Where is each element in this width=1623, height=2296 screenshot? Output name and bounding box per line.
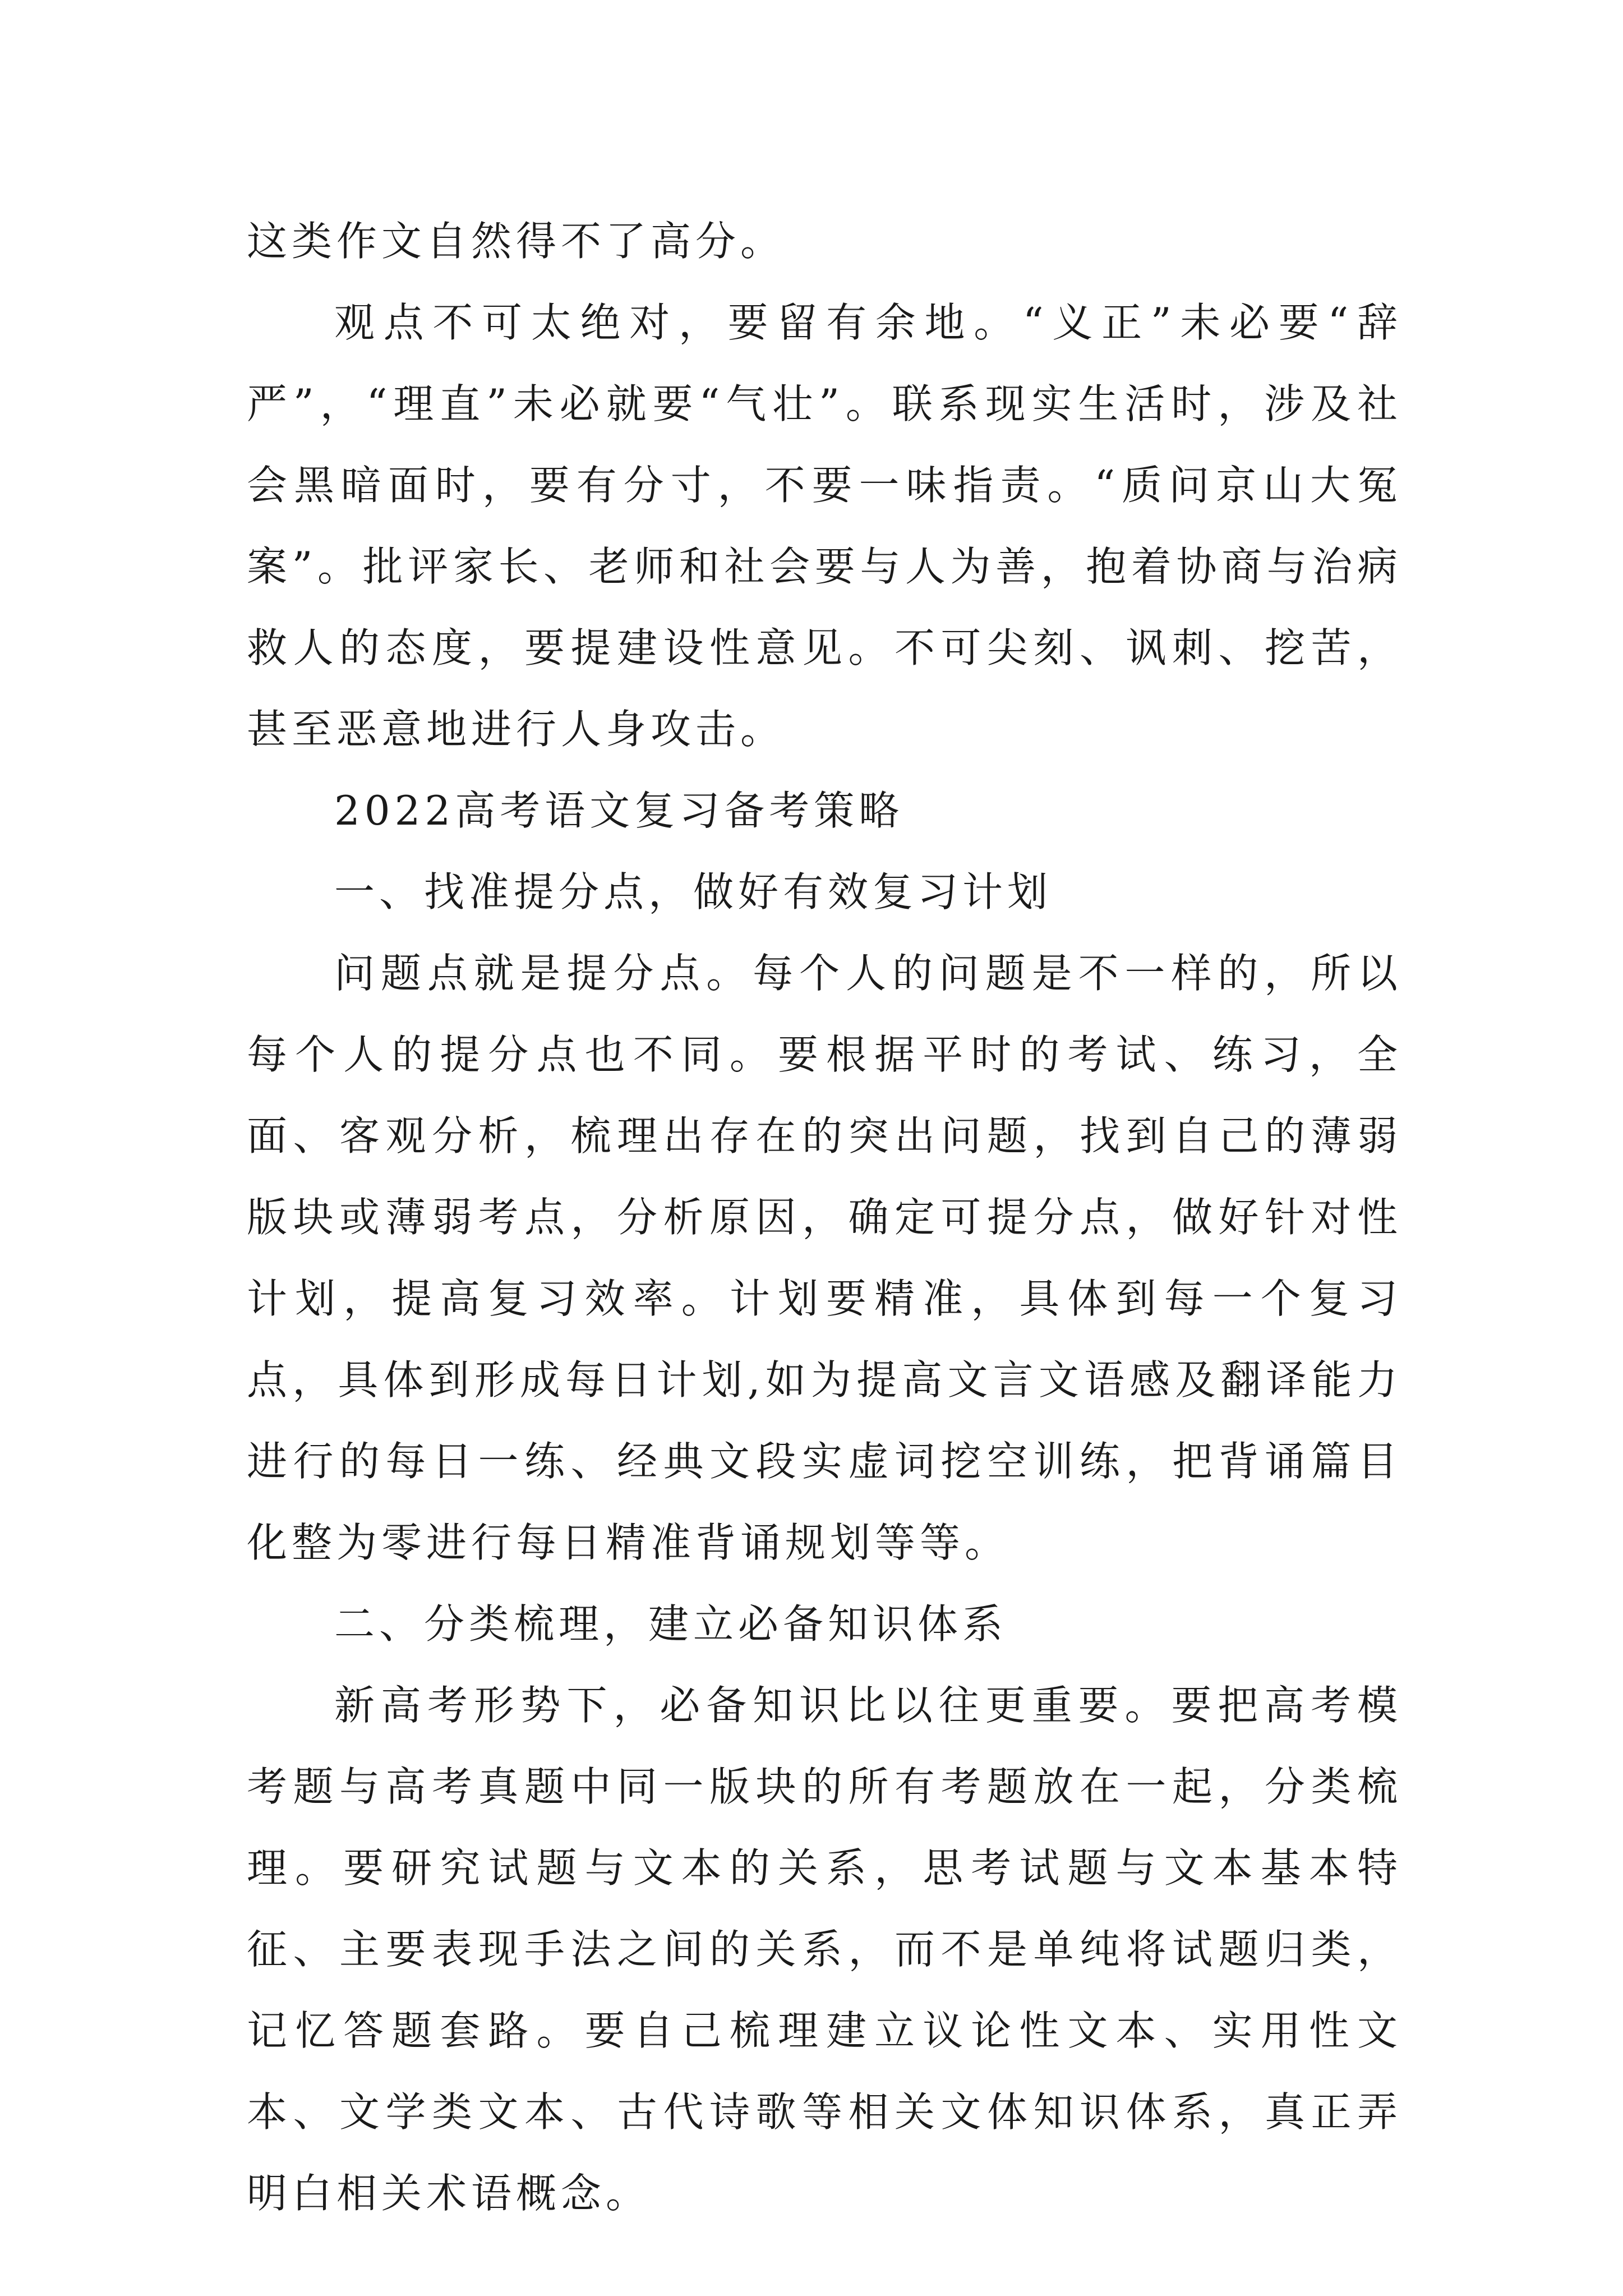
heading-two: 二、分类梳理，建立必备知识体系 xyxy=(334,1600,1008,1648)
section-title: 2022高考语文复习备考策略 xyxy=(334,787,904,834)
paragraph-continuation: 这类作文自然得不了高分。 xyxy=(247,218,786,265)
paragraph-knowledge: 新高考形势下，必备知识比以往更重要。要把高考模考题与高考真题中同一版块的所有考题放在一起，分类梳理。要研究试题与文本的关系，思考试题与文本基本特征、主要表现手法之间的关系，而不是单纯将试题归类，记忆答题套路。要自己梳理建立议论性文本、实用性文本、文学类文本、古代诗歌等相关文体知识体系，真正弄明白相关术语概念。 xyxy=(247,1682,1402,2217)
paragraph-viewpoint: 观点不可太绝对，要留有余地。“义正”未必要“辞严”，“理直”未必就要“气壮”。联系现实生活时，涉及社会黑暗面时，要有分寸，不要一味指责。“质问京山大冤案”。批评家长、老师和社会要与人为善，抱着协商与治病救人的态度，要提建设性意见。不可尖刻、讽刺、挖苦，甚至恶意地进行人身攻击。 xyxy=(247,299,1402,753)
body-text xyxy=(247,201,1402,2234)
heading-one: 一、找准提分点，做好有效复习计划 xyxy=(334,868,1053,915)
paragraph-plan: 问题点就是提分点。每个人的问题是不一样的，所以每个人的提分点也不同。要根据平时的考试、练习，全面、客观分析，梳理出存在的突出问题，找到自己的薄弱版块或薄弱考点，分析原因，确定可提分点，做好针对性计划，提高复习效率。计划要精准，具体到每一个复习点，具体到形成每日计划,如为提高文言文语感及翻译能力进行的每日一练、经典文段实虚词挖空训练，把背诵篇目化整为零进行每日精准背诵规划等等。 xyxy=(247,950,1402,1566)
